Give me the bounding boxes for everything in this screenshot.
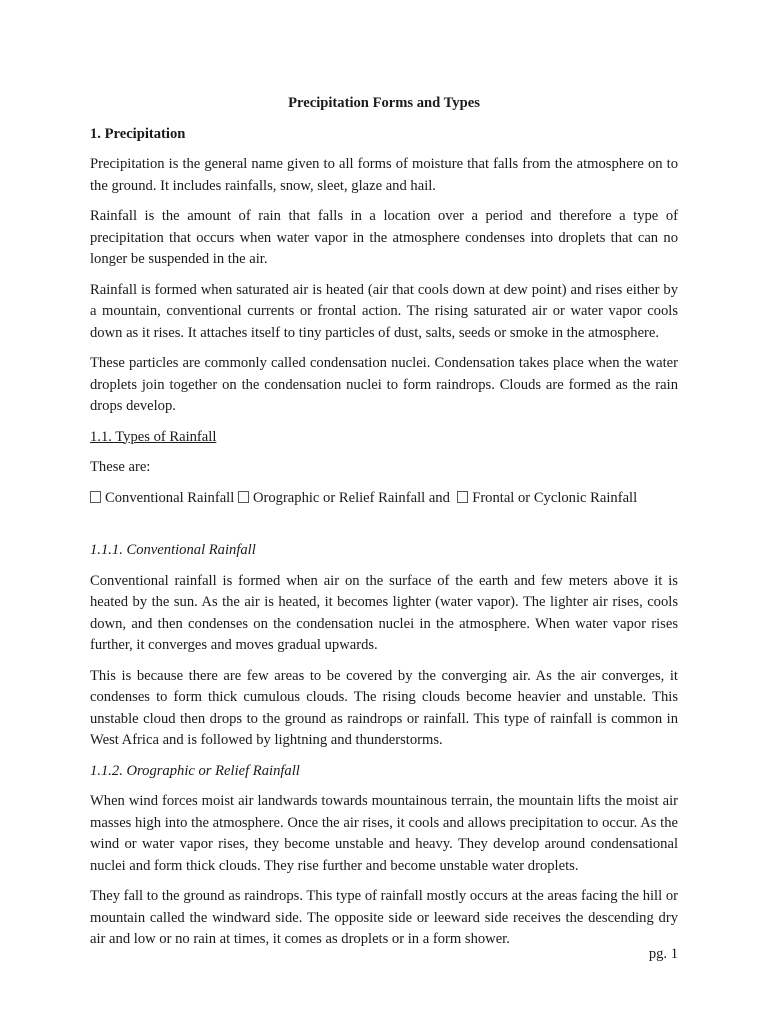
section-heading-precipitation: 1. Precipitation [90,125,186,142]
section-heading-orographic-rainfall: 1.1.2. Orographic or Relief Rainfall [90,762,300,779]
paragraph: This is because there are few areas to be covered by the converging air. As the air converges, it condenses to form thick cumulous clouds. The rising clouds become heavier and unstable. This unstable cloud then drops to the ground as raindrops or rainfall. This type of rainfall is common in West Africa and is followed by lightning and thunderstorms. [90,667,678,748]
paragraph: Conventional rainfall is formed when air on the surface of the earth and few meters above it is heated by the sun. As the air is heated, it becomes lighter (water vapor). The lighter air rises, cools down, and then condenses on the condensation nuclei in the atmosphere. When water vapor rises further, it converges and moves gradual upwards. [90,572,678,653]
paragraph: These particles are commonly called condensation nuclei. Condensation takes place when the water droplets join together on the condensation nuclei to form raindrops. Clouds are formed as the rain drops develop. [90,355,678,414]
rainfall-type-item: Frontal or Cyclonic Rainfall [472,489,638,506]
rainfall-type-item: Orographic or Relief Rainfall and [252,489,450,506]
document-body [90,93,678,960]
section-heading-types-of-rainfall [90,427,678,449]
paragraph: Rainfall is formed when saturated air is heated (air that cools down at dew point) and rises either by a mountain, conventional currents or frontal action. The rising saturated air or water vapor cools down as it rises. It attaches itself to tiny particles of dust, salts, seeds or smoke in the atmosphere. [90,281,678,341]
rainfall-types-list [90,488,678,510]
rainfall-type-item: Conventional Rainfall [105,489,235,506]
page-number: pg. 1 [648,946,678,962]
document-title: Precipitation Forms and Types [288,95,480,111]
types-intro: These are: [90,459,151,475]
bullet-box-icon [90,491,101,503]
paragraph: They fall to the ground as raindrops. This type of rainfall mostly occurs at the areas facing the hill or mountain called the windward side. The opposite side or leeward side receives the descending dry air and low or no rain at times, it comes as droplets or in a form shower. [90,888,678,947]
bullet-box-icon [238,491,249,503]
paragraph: Rainfall is the amount of rain that falls in a location over a period and therefore a type of precipitation that occurs when water vapor in the atmosphere condenses into droplets that can no longer be suspended in the air. [90,208,678,267]
section-heading-conventional-rainfall: 1.1.1. Conventional Rainfall [90,542,256,558]
types-of-rainfall-heading-text: 1.1. Types of Rainfall [90,428,217,445]
paragraph: When wind forces moist air landwards towards mountainous terrain, the mountain lifts the moist air masses high into the atmosphere. Once the air rises, it cools and allows precipitation to occur. As the wind or water vapor rises, they become unstable and heavy. They develop around condensational nuclei and form thick clouds. They rise further and become unstable water droplets. [90,793,678,874]
paragraph: Precipitation is the general name given to all forms of moisture that falls from the atmosphere on to the ground. It includes rainfalls, snow, sleet, glaze and hail. [90,156,678,194]
bullet-box-icon [457,491,468,503]
